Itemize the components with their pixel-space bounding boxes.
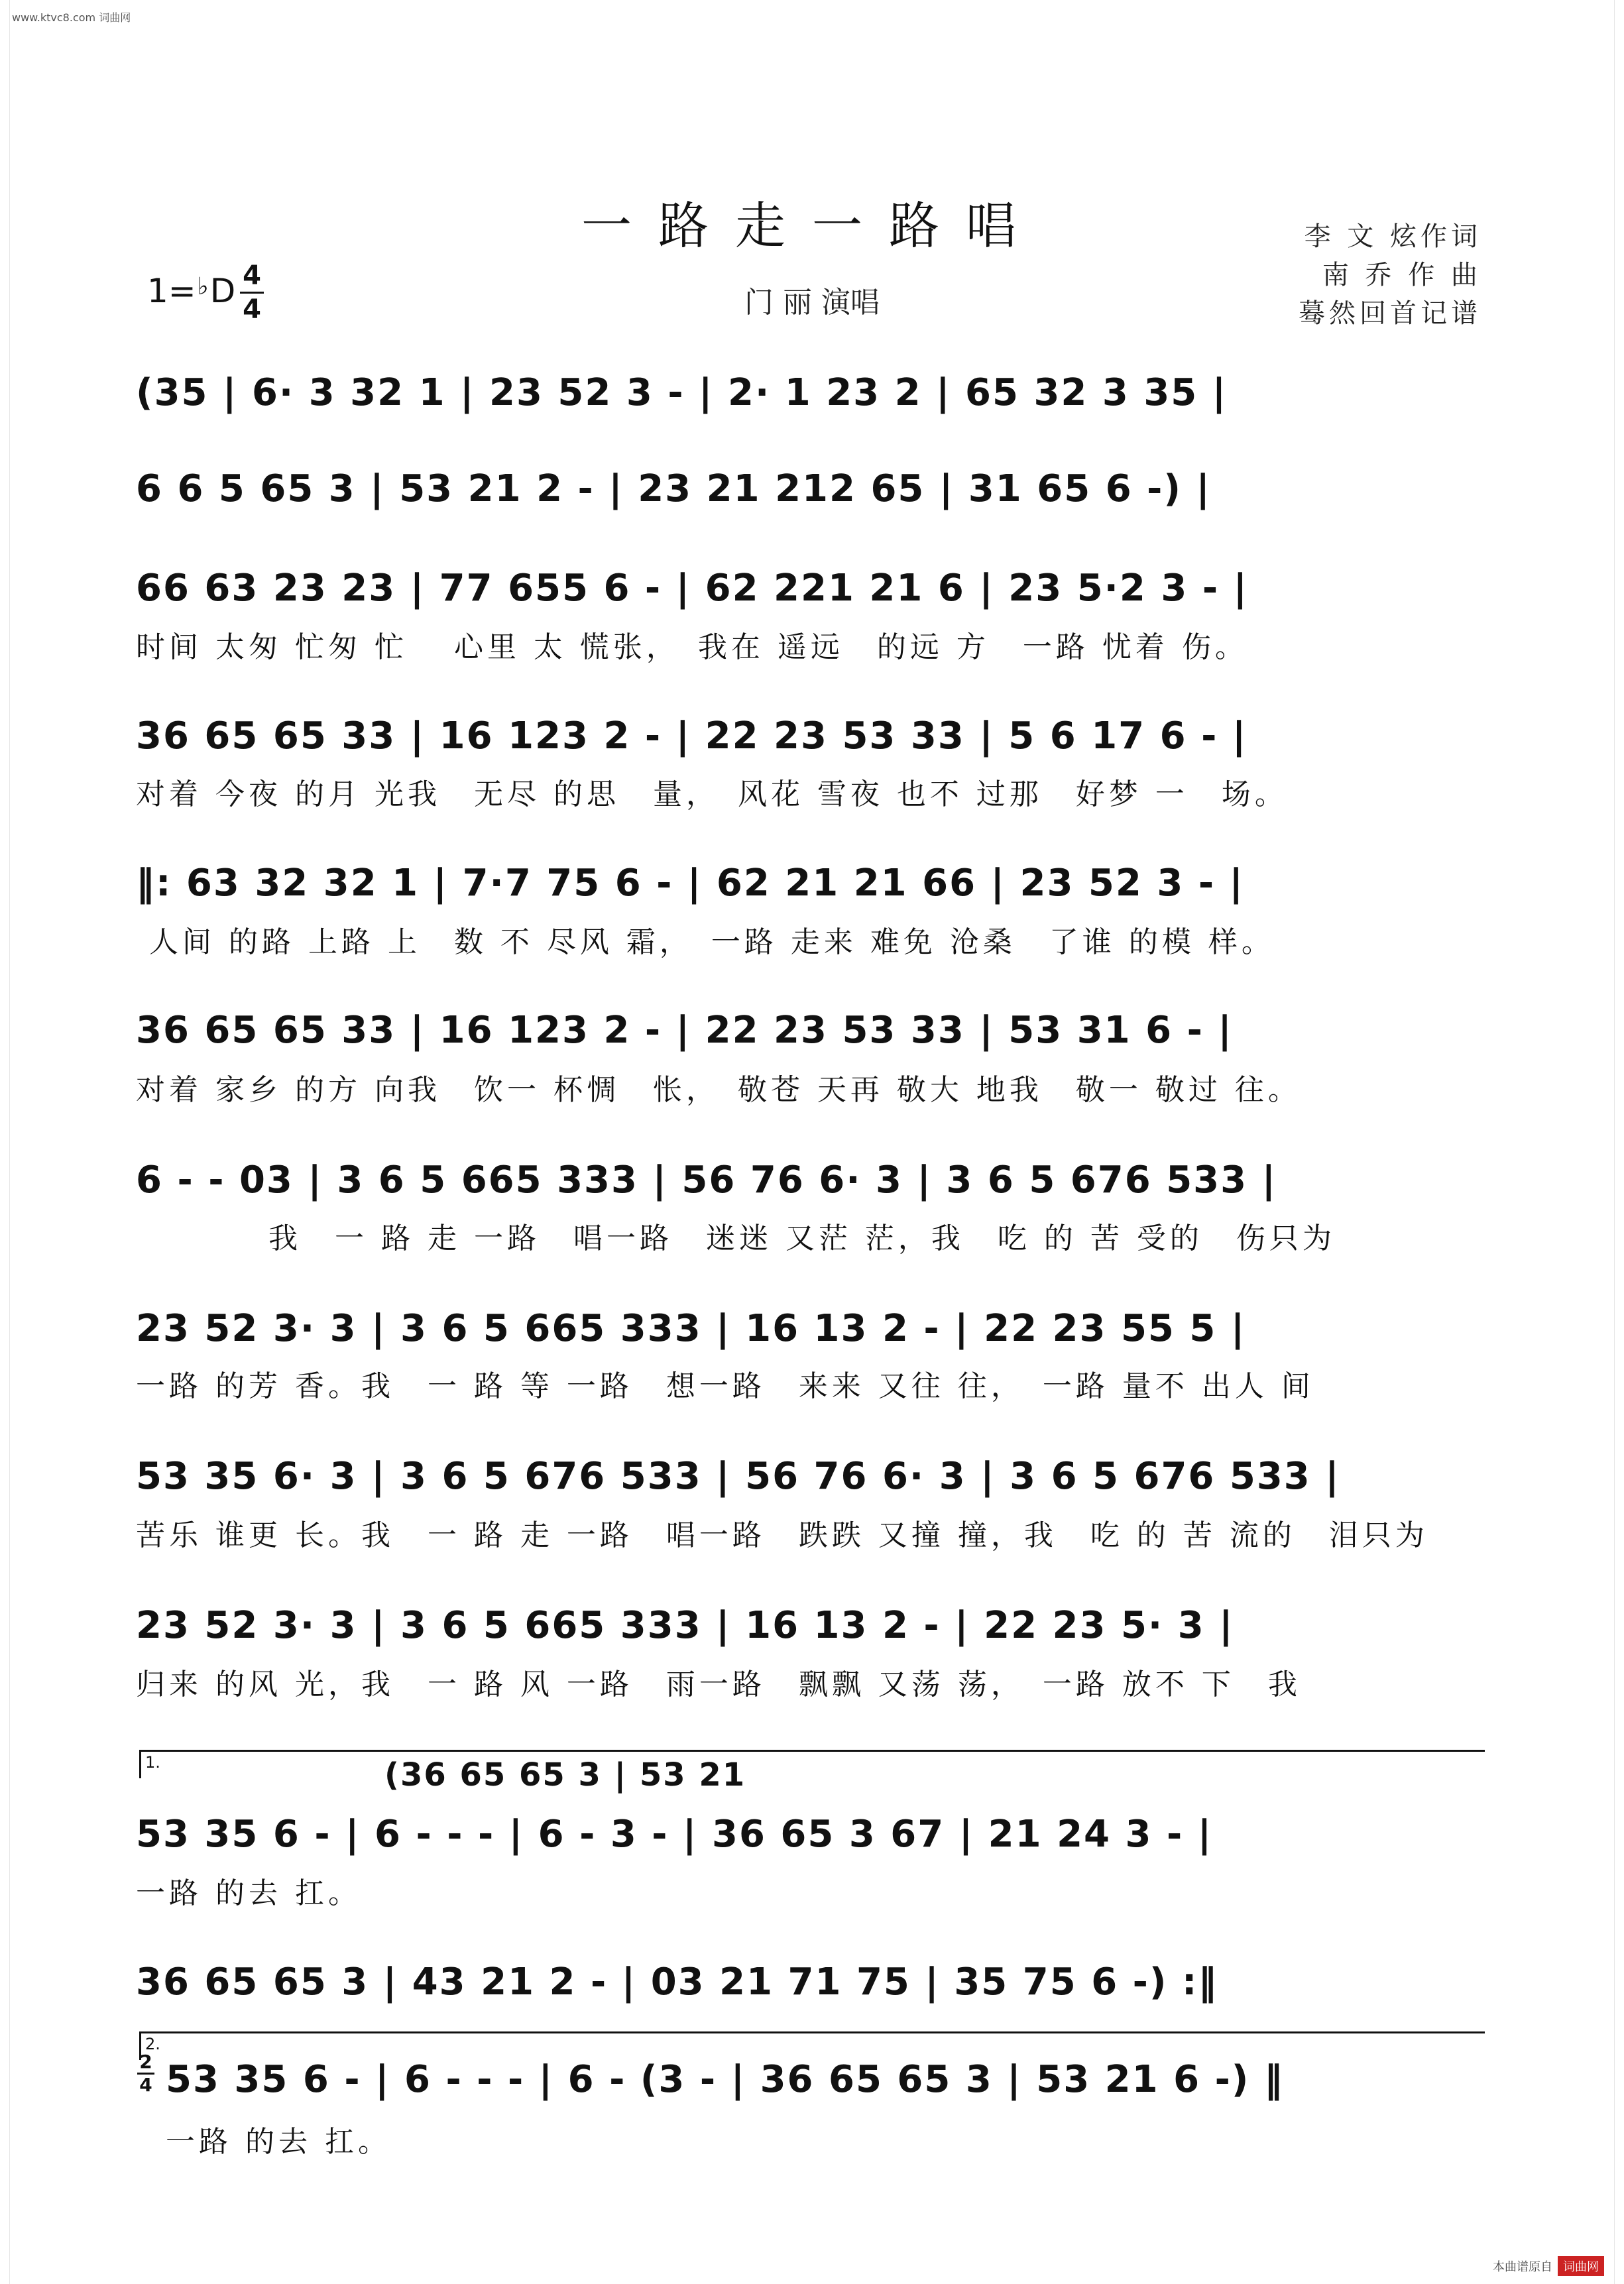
first-ending-label: 1.	[145, 1753, 160, 1772]
site-watermark: www.ktvc8.com 词曲网	[12, 11, 131, 24]
left-margin-strip	[0, 0, 10, 2284]
notation-row-13: 53 35 6 - | 6 - - - | 6 - (3 - | 36 65 65 3 | 53 21 6 -) ‖	[166, 2058, 1284, 2101]
notation-row-4: 36 65 65 33 | 16 123 2 - | 22 23 53 33 | 5 6 17 6 - |	[136, 714, 1247, 758]
right-margin-strip	[1614, 0, 1624, 2284]
notation-row-2: 6 6 5 65 3 | 53 21 2 - | 23 21 212 65 | 31 65 6 -) |	[136, 467, 1211, 510]
notation-row-12: 36 65 65 3 | 43 21 2 - | 03 21 71 75 | 35 75 6 -) :‖	[136, 1961, 1218, 2004]
singer-line: 门 丽 演唱	[744, 286, 880, 319]
credits	[1299, 217, 1481, 333]
notation-row-6: 36 65 65 33 | 16 123 2 - | 22 23 53 33 | 53 31 6 - |	[136, 1009, 1233, 1052]
key-tone: D	[209, 272, 236, 310]
flat-sign: ♭	[197, 273, 209, 300]
meter-bottom: 4	[243, 294, 261, 325]
meter-top: 4	[243, 260, 261, 291]
notation-row-7: 6 - - 03 | 3 6 5 665 333 | 56 76 6· 3 | 3 6 5 676 533 |	[136, 1159, 1277, 1202]
footer-logo: 词曲网	[1558, 2256, 1604, 2276]
lyrics-row-13: 一路 的去 扛。	[166, 2125, 391, 2159]
footer-text: 本曲谱原自	[1493, 2260, 1552, 2274]
lyrics-row-4: 对着 今夜 的月 光我 无尽 的思 量， 风花 雪夜 也不 过那 好梦 一 场。	[136, 777, 1288, 811]
lyrics-row-6: 对着 家乡 的方 向我 饮一 杯惆 怅， 敬苍 天再 敬大 地我 敬一 敬过 往。	[136, 1073, 1301, 1107]
time-signature-2	[136, 2051, 156, 2096]
second-ending-bracket	[139, 2031, 1485, 2060]
lyrics-row-11: 一路 的去 扛。	[136, 1876, 361, 1910]
lyrics-row-9: 苦乐 谁更 长。我 一 路 走 一路 唱一路 跌跌 又撞 撞，我 吃 的 苦 流的 泪只为	[136, 1518, 1428, 1552]
lyrics-row-3: 时间 太匆 忙匆 忙 心里 太 慌张， 我在 遥远 的远 方 一路 忧着 伤。	[136, 630, 1248, 664]
notation-row-8: 23 52 3· 3 | 3 6 5 665 333 | 16 13 2 - | 22 23 55 5 |	[136, 1307, 1246, 1350]
notation-row-5: ‖: 63 32 32 1 | 7·7 75 6 - | 62 21 21 66 | 23 52 3 - |	[136, 862, 1245, 905]
footer-brand	[1493, 2256, 1604, 2276]
lyrics-row-8: 一路 的芳 香。我 一 路 等 一路 想一路 来来 又往 往， 一路 量不 出人 间	[136, 1369, 1314, 1403]
accompaniment-line: (36 65 65 3 | 53 21	[384, 1756, 746, 1794]
composer-credit: 南 乔 作 曲	[1322, 260, 1481, 290]
lyricist-credit: 李 文 炫作词	[1304, 221, 1481, 252]
meter2-bottom: 4	[139, 2074, 152, 2096]
song-title: 一路走一路唱	[581, 196, 1043, 255]
notation-row-1: (35 | 6· 3 32 1 | 23 52 3 - | 2· 1 23 2 | 65 32 3 35 |	[136, 371, 1228, 414]
time-signature	[239, 260, 265, 325]
lyrics-row-5: 人间 的路 上路 上 数 不 尽风 霜， 一路 走来 难免 沧桑 了谁 的模 样。	[136, 925, 1275, 959]
second-ending-label: 2.	[145, 2035, 160, 2053]
meter2-top: 2	[139, 2051, 152, 2073]
notation-row-9: 53 35 6· 3 | 3 6 5 676 533 | 56 76 6· 3 | 3 6 5 676 533 |	[136, 1455, 1340, 1498]
key-signature	[147, 272, 235, 310]
lyrics-row-7: 我 一 路 走 一路 唱一路 迷迷 又茫 茫，我 吃 的 苦 受的 伤只为	[136, 1222, 1336, 1255]
transcriber-credit: 蓦然回首记谱	[1299, 298, 1481, 329]
notation-row-11: 53 35 6 - | 6 - - - | 6 - 3 - | 36 65 3 67 | 21 24 3 - |	[136, 1813, 1213, 1856]
key-prefix: 1=	[147, 272, 196, 310]
notation-row-3: 66 63 23 23 | 77 655 6 - | 62 221 21 6 | 23 5·2 3 - |	[136, 567, 1249, 610]
notation-row-10: 23 52 3· 3 | 3 6 5 665 333 | 16 13 2 - | 22 23 5· 3 |	[136, 1604, 1234, 1647]
lyrics-row-10: 归来 的风 光，我 一 路 风 一路 雨一路 飘飘 又荡 荡， 一路 放不 下 我	[136, 1668, 1301, 1701]
